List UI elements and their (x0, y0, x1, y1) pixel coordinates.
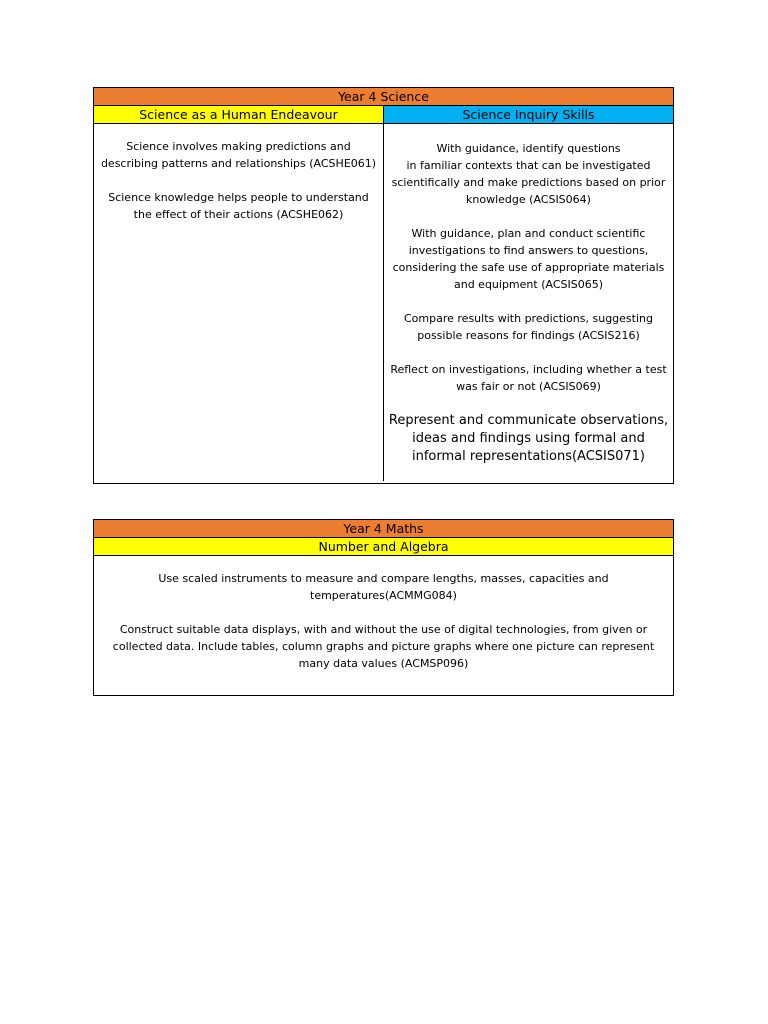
science-column-headers (94, 106, 673, 124)
acsis216-line-1: Compare results with predictions, suggesting (404, 312, 653, 325)
acsis216-line-2: possible reasons for findings (ACSIS216) (417, 329, 640, 342)
acsis071-line-2: ideas and findings using formal and (412, 431, 645, 446)
acsis065-line-1: With guidance, plan and conduct scientific (411, 227, 646, 240)
acshe061-line-2: describing patterns and relationships (ACSHE061) (100, 157, 377, 170)
acmmg084-line-1: Use scaled instruments to measure and compare lengths, masses, capacities and (158, 572, 609, 585)
inquiry-skills-header: Science Inquiry Skills (384, 106, 673, 124)
science-table (93, 87, 674, 484)
human-endeavour-header: Science as a Human Endeavour (94, 106, 384, 124)
human-endeavour-column (94, 124, 384, 481)
science-body (94, 124, 673, 481)
acsis064-line-4: knowledge (ACSIS064) (466, 193, 591, 206)
acsis071-line-1: Represent and communicate observations, (388, 413, 669, 428)
inquiry-skills-column (384, 124, 673, 481)
science-title: Year 4 Science (94, 88, 673, 106)
acsis065-line-2: investigations to find answers to questions, (408, 244, 649, 257)
acsis065-line-3: considering the safe use of appropriate materials (392, 261, 665, 274)
acshe061-line-1: Science involves making predictions and (126, 140, 351, 153)
maths-table (93, 519, 674, 696)
maths-body (94, 556, 673, 672)
acsis064-line-3: scientifically and make predictions based on prior (391, 176, 666, 189)
acmsp096-line-3: many data values (ACMSP096) (298, 657, 469, 670)
acmmg084-line-2: temperatures(ACMMG084) (310, 589, 457, 602)
acsis065-line-4: and equipment (ACSIS065) (453, 278, 603, 291)
acsis064-line-2: in familiar contexts that can be investigated (406, 159, 651, 172)
acmsp096-line-1: Construct suitable data displays, with and without the use of digital technologies, from given or (119, 623, 648, 636)
acsis064-line-1: With guidance, identify questions (436, 142, 621, 155)
acsis069-line-1: Reflect on investigations, including whether a test (390, 363, 667, 376)
number-algebra-header: Number and Algebra (94, 538, 673, 556)
acsis069-line-2: was fair or not (ACSIS069) (456, 380, 601, 393)
acsis071-line-3: informal representations(ACSIS071) (411, 449, 646, 464)
maths-title: Year 4 Maths (94, 520, 673, 538)
acmsp096-line-2: collected data. Include tables, column graphs and picture graphs where one picture can represent (112, 640, 655, 653)
acshe062-line-2: the effect of their actions (ACSHE062) (133, 208, 344, 221)
acshe062-line-1: Science knowledge helps people to understand (108, 191, 369, 204)
